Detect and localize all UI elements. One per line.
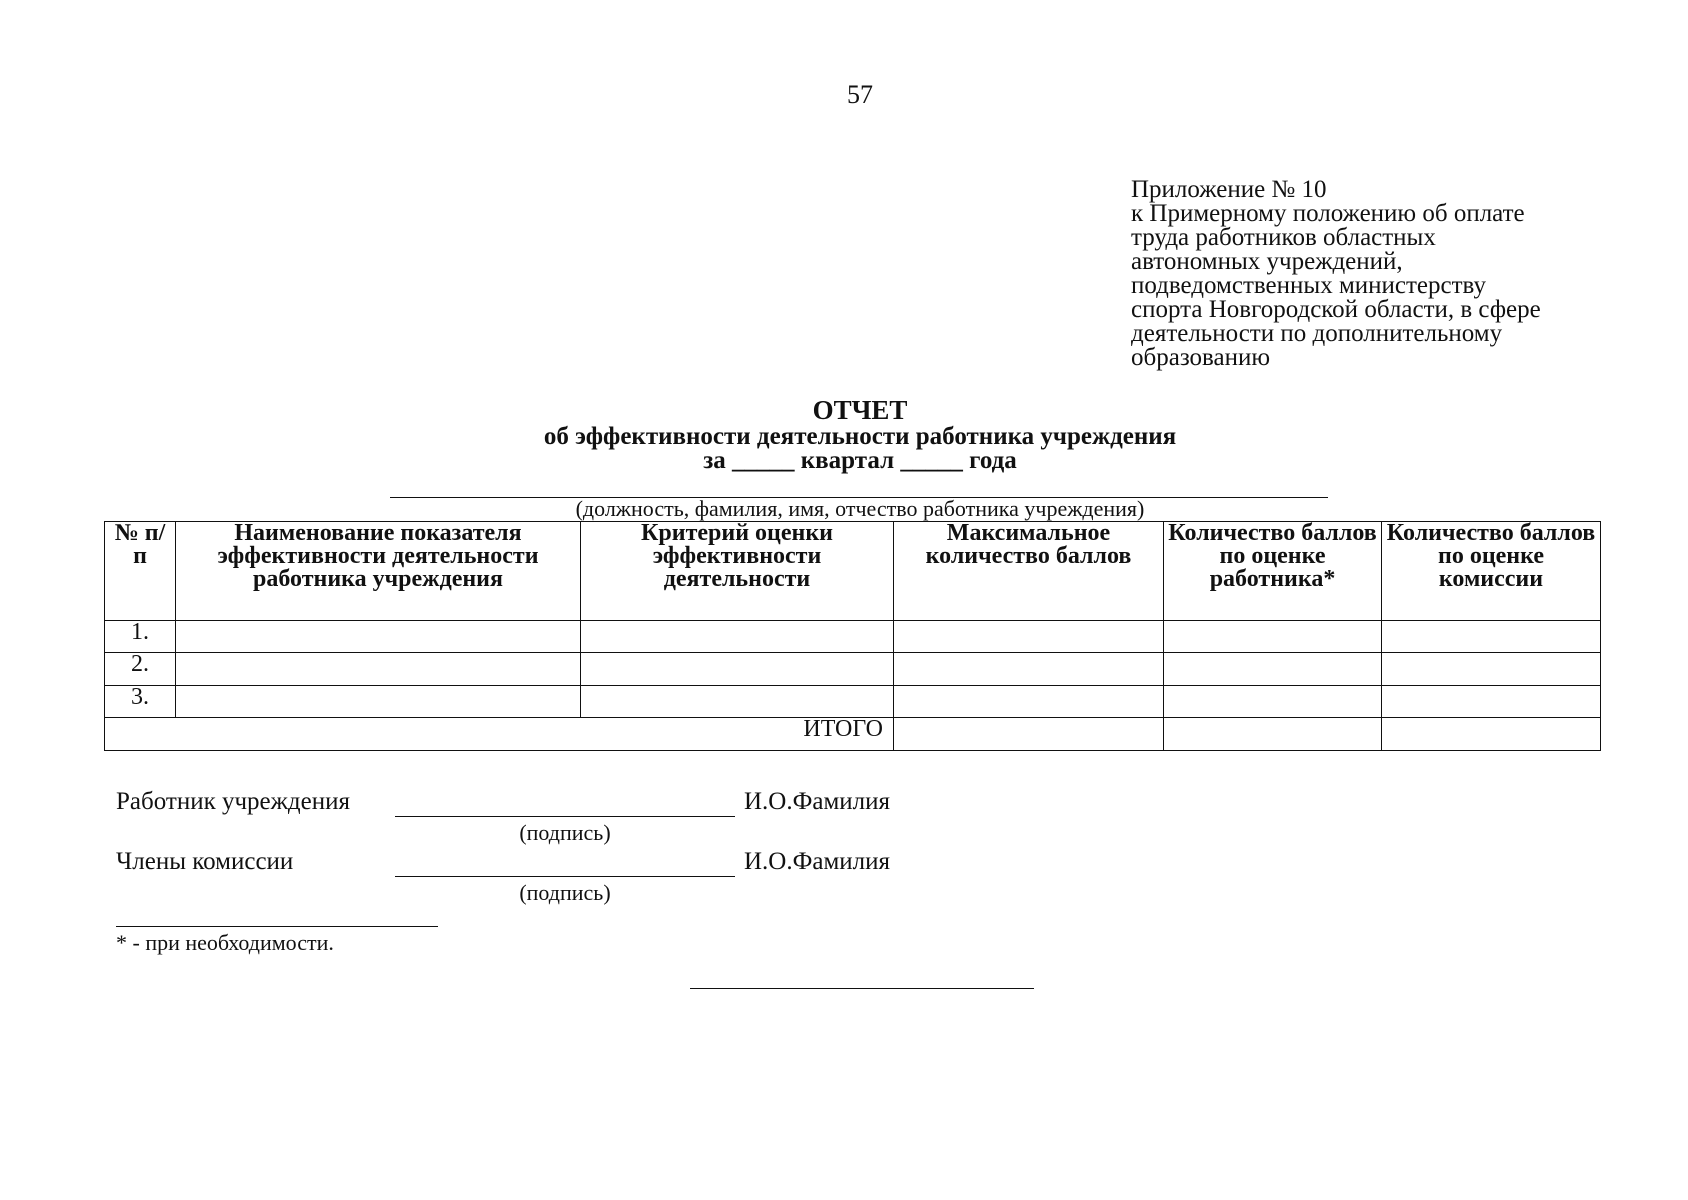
table-row — [105, 653, 1601, 686]
appendix-line: подведомственных министерству — [1131, 272, 1486, 299]
total-row — [105, 718, 1601, 751]
criterion-cell[interactable] — [581, 685, 894, 718]
appendix-line: образованию — [1131, 344, 1271, 371]
page-number: 57 — [847, 80, 873, 109]
row-number: 1. — [105, 620, 176, 653]
header-employee-points: Количество баллов по оценке работника* — [1164, 522, 1382, 621]
report-subtitle: об эффективности деятельности работника учреждения — [543, 423, 1177, 450]
table-row — [105, 685, 1601, 718]
indicator-name-cell[interactable] — [176, 685, 581, 718]
employee-points-cell[interactable] — [1164, 653, 1382, 686]
appendix-line: спорта Новгородской области, в сфере — [1131, 296, 1541, 323]
indicator-name-cell[interactable] — [176, 653, 581, 686]
footnote-separator — [116, 926, 438, 927]
report-period: за _____ квартал _____ года — [703, 447, 1017, 474]
appendix-line: автономных учреждений, — [1131, 248, 1403, 275]
commission-signature-caption: (подпись) — [519, 880, 611, 905]
commission-signature-label: Члены комиссии — [116, 848, 294, 875]
row-number: 3. — [105, 685, 176, 718]
employee-signature-line[interactable] — [395, 816, 735, 817]
max-points-cell[interactable] — [894, 685, 1164, 718]
max-points-cell[interactable] — [894, 620, 1164, 653]
total-max-points-cell[interactable] — [894, 718, 1164, 751]
commission-points-cell[interactable] — [1382, 653, 1601, 686]
fio-caption: (должность, фамилия, имя, отчество работника учреждения) — [575, 496, 1145, 521]
total-label: ИТОГО — [105, 718, 894, 751]
table-header-row — [105, 522, 1601, 621]
appendix-line: Приложение № 10 — [1131, 176, 1327, 203]
table-row — [105, 620, 1601, 653]
commission-name: И.О.Фамилия — [744, 848, 891, 875]
commission-points-cell[interactable] — [1382, 620, 1601, 653]
commission-points-cell[interactable] — [1382, 685, 1601, 718]
employee-name: И.О.Фамилия — [744, 788, 891, 815]
header-commission-points: Количество баллов по оценке комиссии — [1382, 522, 1601, 621]
criterion-cell[interactable] — [581, 653, 894, 686]
row-number: 2. — [105, 653, 176, 686]
max-points-cell[interactable] — [894, 653, 1164, 686]
employee-signature-label: Работник учреждения — [116, 788, 350, 815]
header-indicator-name: Наименование показателя эффективности деятельности работника учреждения — [176, 522, 581, 621]
appendix-line: труда работников областных — [1131, 224, 1436, 251]
appendix-block — [1131, 178, 1671, 370]
total-commission-points-cell[interactable] — [1382, 718, 1601, 751]
employee-points-cell[interactable] — [1164, 620, 1382, 653]
total-employee-points-cell[interactable] — [1164, 718, 1382, 751]
header-max-points: Максимальное количество баллов — [894, 522, 1164, 621]
header-criterion: Критерий оценки эффективности деятельности — [581, 522, 894, 621]
employee-signature-caption: (подпись) — [519, 820, 611, 845]
end-separator — [690, 988, 1034, 989]
indicator-name-cell[interactable] — [176, 620, 581, 653]
employee-points-cell[interactable] — [1164, 685, 1382, 718]
commission-signature-line[interactable] — [395, 876, 735, 877]
indicators-table — [104, 521, 1601, 751]
footnote: * - при необходимости. — [116, 930, 334, 955]
appendix-line: к Примерному положению об оплате — [1131, 200, 1525, 227]
appendix-line: деятельности по дополнительному — [1131, 320, 1503, 347]
criterion-cell[interactable] — [581, 620, 894, 653]
header-number: № п/п — [105, 522, 176, 621]
report-title: ОТЧЕТ — [812, 395, 908, 425]
